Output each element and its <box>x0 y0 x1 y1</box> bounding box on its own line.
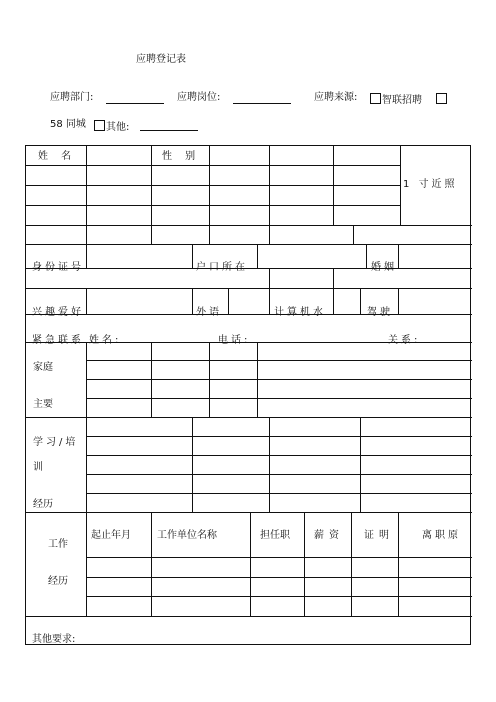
family-main-label: 主要 <box>33 399 53 410</box>
checkbox-other[interactable] <box>94 120 105 131</box>
checkbox-58-tongcheng[interactable] <box>436 93 447 104</box>
checkbox-zhilian[interactable] <box>370 93 381 104</box>
registration-form-table <box>25 145 471 645</box>
foreign-language-label: 外语 <box>196 307 222 318</box>
source-option-58-tongcheng <box>50 120 86 130</box>
source-label: 应聘来源: <box>314 92 358 103</box>
computer-skill-label: 计算机水 <box>274 307 326 318</box>
work-col-employer: 工作单位名称 <box>157 530 217 541</box>
study-training-label-cont: 训 <box>33 462 43 473</box>
source-option-58-number: 58 <box>50 119 63 130</box>
marital-status-label: 婚姻 <box>371 262 397 273</box>
emergency-name-label: 姓名: <box>89 335 122 346</box>
work-col-position: 担任职 <box>260 530 290 541</box>
source-option-zhilian-label: 智联招聘 <box>382 95 422 106</box>
gender-label: 性 别 <box>162 151 201 162</box>
family-label: 家庭 <box>33 362 53 373</box>
hukou-label: 户口所在 <box>196 262 248 273</box>
other-source-field[interactable] <box>140 130 198 131</box>
work-col-period: 起止年月 <box>91 530 131 541</box>
source-option-58-text: 同城 <box>65 119 86 130</box>
photo-label: 1 寸近照 <box>403 179 458 190</box>
work-col-leave-reason: 离职原 <box>422 530 461 541</box>
work-label: 工作 <box>48 539 68 550</box>
emergency-relation-label: 关系: <box>388 335 421 346</box>
work-history-label: 经历 <box>48 576 68 587</box>
position-field[interactable] <box>233 103 291 104</box>
name-label: 姓 名 <box>38 151 77 162</box>
department-label: 应聘部门: <box>50 92 94 103</box>
source-option-other[interactable] <box>94 120 129 133</box>
department-field[interactable] <box>106 103 164 104</box>
emergency-contact-label: 紧急联系 <box>32 335 84 346</box>
form-title: 应聘登记表 <box>136 54 186 65</box>
study-training-label: 学习/培 <box>33 437 79 448</box>
source-option-zhilian[interactable] <box>370 93 422 106</box>
other-requirements-label: 其他要求: <box>32 634 76 645</box>
id-number-label: 身份证号 <box>32 262 84 273</box>
source-option-other-label: 其他: <box>106 122 130 133</box>
position-label: 应聘岗位: <box>177 92 221 103</box>
work-col-reference: 证明 <box>364 530 394 541</box>
hobby-label: 兴趣爱好 <box>32 307 84 318</box>
study-history-label: 经历 <box>33 499 53 510</box>
emergency-phone-label: 电话: <box>218 335 251 346</box>
work-col-salary: 薪资 <box>314 530 344 541</box>
driving-label: 驾驶 <box>367 307 393 318</box>
